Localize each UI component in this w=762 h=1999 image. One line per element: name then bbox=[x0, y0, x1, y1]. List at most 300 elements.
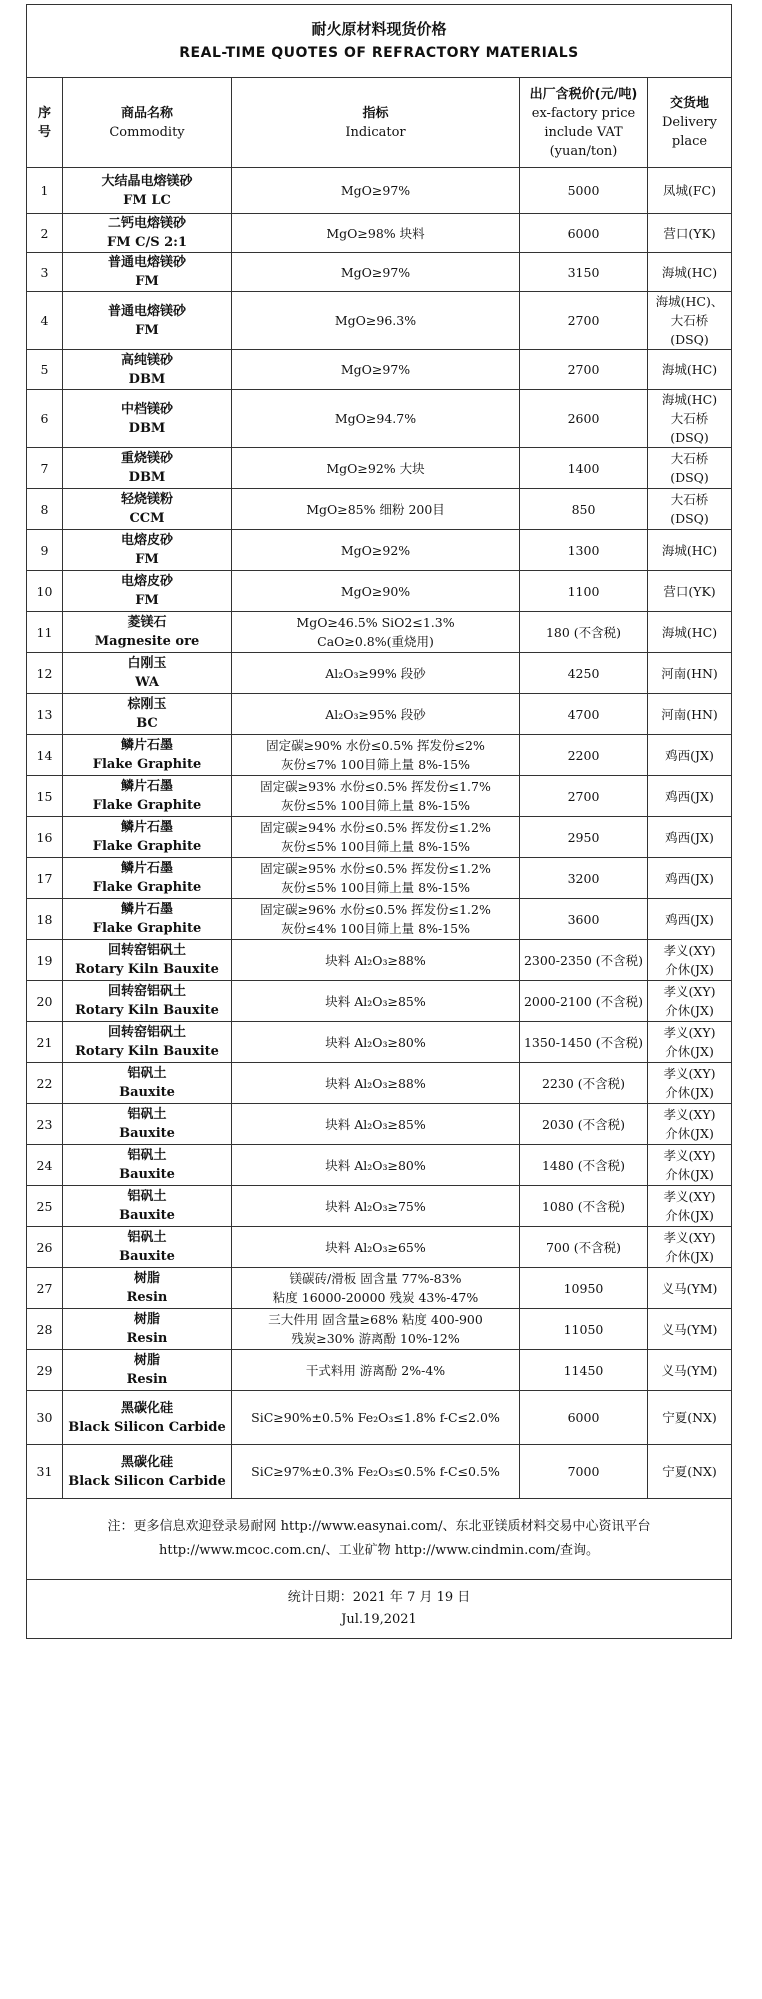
commodity-cell bbox=[63, 612, 232, 653]
row-number: 16 bbox=[27, 817, 63, 858]
delivery-line: 介休(JX) bbox=[665, 1249, 714, 1264]
indicator-cell bbox=[232, 653, 520, 694]
commodity-name-en: Rotary Kiln Bauxite bbox=[75, 962, 219, 977]
commodity-cell bbox=[63, 1227, 232, 1268]
delivery-cell bbox=[648, 940, 732, 981]
commodity-name-cn: 二钙电熔镁砂 bbox=[107, 216, 186, 231]
row-number: 28 bbox=[27, 1309, 63, 1350]
commodity-name-cn: 黑碳化硅 bbox=[120, 1400, 173, 1416]
commodity-cell bbox=[63, 858, 232, 899]
indicator-cell bbox=[232, 1391, 520, 1445]
delivery-line: 介休(JX) bbox=[665, 1003, 714, 1018]
price-cell: 2030 (不含税) bbox=[520, 1104, 648, 1145]
commodity-name-cn: 普通电熔镁砂 bbox=[107, 255, 186, 270]
row-number: 26 bbox=[27, 1227, 63, 1268]
commodity-name-en: Resin bbox=[126, 1290, 168, 1305]
commodity-cell bbox=[63, 735, 232, 776]
delivery-line: 孝义(XY) bbox=[663, 1148, 716, 1163]
indicator-line: SiC≥97%±0.3% Fe₂O₃≤0.5% f-C≤0.5% bbox=[251, 1464, 500, 1479]
indicator-cell bbox=[232, 168, 520, 214]
price-cell: 2300-2350 (不含税) bbox=[520, 940, 648, 981]
indicator-line: 块料 Al₂O₃≥75% bbox=[325, 1198, 426, 1214]
table-row bbox=[27, 1227, 732, 1268]
indicator-cell bbox=[232, 1063, 520, 1104]
indicator-line: MgO≥85% 细粉 200目 bbox=[306, 501, 445, 517]
delivery-line: 义马(YM) bbox=[661, 1362, 718, 1378]
indicator-line: 粘度 16000-20000 残炭 43%-47% bbox=[272, 1290, 479, 1305]
price-cell: 2950 bbox=[520, 817, 648, 858]
commodity-name-cn: 回转窑铝矾土 bbox=[107, 1025, 186, 1040]
commodity-cell bbox=[63, 530, 232, 571]
price-cell: 1080 (不含税) bbox=[520, 1186, 648, 1227]
commodity-name-en: CCM bbox=[129, 511, 165, 526]
commodity-name-cn: 树脂 bbox=[133, 1312, 160, 1327]
commodity-name-en: Rotary Kiln Bauxite bbox=[75, 1003, 219, 1018]
delivery-cell bbox=[648, 253, 732, 292]
commodity-cell bbox=[63, 489, 232, 530]
indicator-line: 三大件用 固含量≥68% 粘度 400-900 bbox=[268, 1312, 483, 1327]
commodity-name-en: DBM bbox=[128, 371, 166, 387]
commodity-cell bbox=[63, 1391, 232, 1445]
title-en: REAL-TIME QUOTES OF REFRACTORY MATERIALS bbox=[179, 45, 579, 61]
price-cell: 4250 bbox=[520, 653, 648, 694]
delivery-cell bbox=[648, 1227, 732, 1268]
price-cell: 1100 bbox=[520, 571, 648, 612]
table-row bbox=[27, 858, 732, 899]
delivery-line: 海城(HC) bbox=[661, 362, 718, 377]
delivery-line: 孝义(XY) bbox=[663, 1230, 716, 1245]
delivery-line: 营口(YK) bbox=[663, 583, 716, 599]
indicator-cell bbox=[232, 612, 520, 653]
delivery-line: 义马(YM) bbox=[661, 1280, 718, 1296]
commodity-name-en: Magnesite ore bbox=[94, 634, 200, 649]
price-cell: 11450 bbox=[520, 1350, 648, 1391]
price-cell: 2600 bbox=[520, 390, 648, 448]
commodity-name-cn: 回转窑铝矾土 bbox=[107, 943, 186, 958]
indicator-cell bbox=[232, 940, 520, 981]
row-number: 3 bbox=[27, 253, 63, 292]
commodity-cell bbox=[63, 390, 232, 448]
commodity-name-en: WA bbox=[135, 675, 159, 690]
commodity-name-en: Black Silicon Carbide bbox=[68, 1473, 226, 1489]
indicator-line: 固定碳≥93% 水份≤0.5% 挥发份≤1.7% bbox=[260, 779, 491, 794]
delivery-line: 介休(JX) bbox=[665, 1167, 714, 1182]
commodity-cell bbox=[63, 817, 232, 858]
row-number: 17 bbox=[27, 858, 63, 899]
delivery-line: 孝义(XY) bbox=[663, 1066, 716, 1081]
price-cell: 7000 bbox=[520, 1445, 648, 1499]
delivery-line: 海城(HC) bbox=[661, 264, 718, 280]
commodity-name-en: FM bbox=[135, 274, 159, 289]
row-number: 20 bbox=[27, 981, 63, 1022]
table-title bbox=[27, 5, 732, 78]
commodity-cell bbox=[63, 350, 232, 390]
table-row bbox=[27, 776, 732, 817]
row-number: 7 bbox=[27, 448, 63, 489]
commodity-cell bbox=[63, 981, 232, 1022]
delivery-line: 鸡西(JX) bbox=[665, 911, 714, 927]
delivery-cell bbox=[648, 448, 732, 489]
header-commodity: 商品名称 Commodity bbox=[63, 78, 232, 168]
table-row bbox=[27, 1309, 732, 1350]
row-number: 18 bbox=[27, 899, 63, 940]
header-delivery: 交货地 Delivery place bbox=[648, 78, 732, 168]
table-row bbox=[27, 390, 732, 448]
commodity-name-cn: 鳞片石墨 bbox=[120, 861, 173, 876]
row-number: 9 bbox=[27, 530, 63, 571]
table-row bbox=[27, 694, 732, 735]
delivery-line: 河南(HN) bbox=[661, 665, 718, 681]
price-cell: 700 (不含税) bbox=[520, 1227, 648, 1268]
indicator-line: 灰份≤5% 100目筛上量 8%-15% bbox=[281, 798, 470, 813]
delivery-line: 介休(JX) bbox=[665, 1085, 714, 1100]
price-cell: 1480 (不含税) bbox=[520, 1145, 648, 1186]
commodity-name-cn: 铝矾土 bbox=[127, 1107, 167, 1122]
table-row bbox=[27, 1145, 732, 1186]
commodity-name-cn: 鳞片石墨 bbox=[120, 902, 173, 917]
commodity-name-cn: 电熔皮砂 bbox=[120, 574, 173, 589]
commodity-cell bbox=[63, 940, 232, 981]
delivery-line: 海城(HC) bbox=[661, 392, 718, 407]
row-number: 19 bbox=[27, 940, 63, 981]
indicator-cell bbox=[232, 1145, 520, 1186]
delivery-cell bbox=[648, 612, 732, 653]
indicator-cell bbox=[232, 694, 520, 735]
row-number: 1 bbox=[27, 168, 63, 214]
row-number: 25 bbox=[27, 1186, 63, 1227]
delivery-line: (DSQ) bbox=[670, 470, 709, 485]
delivery-line: 孝义(XY) bbox=[663, 1107, 716, 1122]
commodity-name-cn: 轻烧镁粉 bbox=[120, 492, 173, 507]
commodity-name-cn: 鳞片石墨 bbox=[120, 738, 173, 753]
price-cell: 3600 bbox=[520, 899, 648, 940]
commodity-cell bbox=[63, 1022, 232, 1063]
indicator-line: 固定碳≥95% 水份≤0.5% 挥发份≤1.2% bbox=[260, 861, 491, 876]
row-number: 6 bbox=[27, 390, 63, 448]
indicator-line: 固定碳≥90% 水份≤0.5% 挥发份≤2% bbox=[266, 738, 485, 753]
row-number: 14 bbox=[27, 735, 63, 776]
commodity-name-en: Bauxite bbox=[119, 1126, 175, 1141]
commodity-cell bbox=[63, 571, 232, 612]
table-row bbox=[27, 981, 732, 1022]
price-cell: 850 bbox=[520, 489, 648, 530]
indicator-line: MgO≥98% 块料 bbox=[326, 225, 425, 241]
indicator-cell bbox=[232, 1445, 520, 1499]
delivery-line: 大石桥 bbox=[670, 411, 709, 426]
delivery-line: 河南(HN) bbox=[661, 706, 718, 722]
commodity-name-en: Black Silicon Carbide bbox=[68, 1419, 226, 1435]
indicator-line: 灰份≤4% 100目筛上量 8%-15% bbox=[281, 921, 470, 936]
commodity-name-cn: 中档镁砂 bbox=[120, 401, 173, 417]
delivery-line: 营口(YK) bbox=[663, 225, 716, 241]
commodity-cell bbox=[63, 1145, 232, 1186]
delivery-cell bbox=[648, 1063, 732, 1104]
delivery-line: 义马(YM) bbox=[661, 1321, 718, 1337]
table-row bbox=[27, 1022, 732, 1063]
commodity-cell bbox=[63, 1350, 232, 1391]
delivery-cell bbox=[648, 1104, 732, 1145]
commodity-cell bbox=[63, 1268, 232, 1309]
delivery-cell bbox=[648, 1350, 732, 1391]
delivery-line: (DSQ) bbox=[670, 430, 709, 445]
delivery-cell bbox=[648, 530, 732, 571]
row-number: 15 bbox=[27, 776, 63, 817]
commodity-cell bbox=[63, 1186, 232, 1227]
commodity-cell bbox=[63, 292, 232, 350]
row-number: 11 bbox=[27, 612, 63, 653]
row-number: 2 bbox=[27, 214, 63, 253]
commodity-cell bbox=[63, 1309, 232, 1350]
row-number: 24 bbox=[27, 1145, 63, 1186]
indicator-cell bbox=[232, 1186, 520, 1227]
commodity-name-cn: 大结晶电熔镁砂 bbox=[101, 173, 193, 189]
commodity-name-cn: 树脂 bbox=[133, 1353, 160, 1368]
delivery-cell bbox=[648, 1145, 732, 1186]
table-row bbox=[27, 612, 732, 653]
indicator-cell bbox=[232, 253, 520, 292]
delivery-cell bbox=[648, 292, 732, 350]
indicator-cell bbox=[232, 858, 520, 899]
price-cell: 10950 bbox=[520, 1268, 648, 1309]
table-row bbox=[27, 1391, 732, 1445]
indicator-cell bbox=[232, 1268, 520, 1309]
indicator-line: MgO≥97% bbox=[340, 264, 411, 280]
indicator-cell bbox=[232, 1309, 520, 1350]
commodity-name-cn: 电熔皮砂 bbox=[120, 533, 173, 548]
commodity-name-cn: 铝矾土 bbox=[127, 1230, 167, 1245]
indicator-line: 块料 Al₂O₃≥88% bbox=[325, 952, 426, 968]
delivery-cell bbox=[648, 214, 732, 253]
delivery-line: 孝义(XY) bbox=[663, 1189, 716, 1204]
price-cell: 2000-2100 (不含税) bbox=[520, 981, 648, 1022]
price-cell: 1350-1450 (不含税) bbox=[520, 1022, 648, 1063]
indicator-line: 块料 Al₂O₃≥85% bbox=[325, 993, 426, 1009]
commodity-name-en: Bauxite bbox=[119, 1249, 175, 1264]
delivery-cell bbox=[648, 489, 732, 530]
price-cell: 2700 bbox=[520, 776, 648, 817]
commodity-cell bbox=[63, 253, 232, 292]
price-sheet bbox=[26, 4, 731, 1639]
indicator-cell bbox=[232, 571, 520, 612]
commodity-name-en: FM LC bbox=[123, 192, 171, 208]
commodity-name-en: FM bbox=[135, 593, 159, 608]
price-cell: 2230 (不含税) bbox=[520, 1063, 648, 1104]
indicator-cell bbox=[232, 1104, 520, 1145]
price-cell: 6000 bbox=[520, 214, 648, 253]
price-cell: 3200 bbox=[520, 858, 648, 899]
price-cell: 1400 bbox=[520, 448, 648, 489]
commodity-name-en: FM bbox=[135, 552, 159, 567]
indicator-cell bbox=[232, 817, 520, 858]
commodity-name-cn: 普通电熔镁砂 bbox=[107, 303, 186, 319]
indicator-cell bbox=[232, 448, 520, 489]
delivery-line: 孝义(XY) bbox=[663, 943, 716, 958]
indicator-cell bbox=[232, 899, 520, 940]
table-row bbox=[27, 530, 732, 571]
table-row bbox=[27, 735, 732, 776]
price-cell: 3150 bbox=[520, 253, 648, 292]
delivery-cell bbox=[648, 1391, 732, 1445]
indicator-line: 干式料用 游离酚 2%-4% bbox=[305, 1362, 446, 1378]
indicator-line: MgO≥90% bbox=[340, 583, 411, 599]
row-number: 29 bbox=[27, 1350, 63, 1391]
commodity-name-cn: 重烧镁砂 bbox=[120, 451, 173, 466]
row-number: 12 bbox=[27, 653, 63, 694]
indicator-line: 残炭≥30% 游离酚 10%-12% bbox=[291, 1331, 460, 1346]
indicator-line: MgO≥97% bbox=[340, 183, 411, 198]
indicator-cell bbox=[232, 1022, 520, 1063]
indicator-line: MgO≥92% 大块 bbox=[326, 460, 425, 476]
price-cell: 2200 bbox=[520, 735, 648, 776]
commodity-cell bbox=[63, 776, 232, 817]
delivery-line: 孝义(XY) bbox=[663, 984, 716, 999]
price-cell: 11050 bbox=[520, 1309, 648, 1350]
indicator-cell bbox=[232, 735, 520, 776]
delivery-line: 介休(JX) bbox=[665, 1126, 714, 1141]
commodity-name-cn: 回转窑铝矾土 bbox=[107, 984, 186, 999]
commodity-name-cn: 菱镁石 bbox=[127, 615, 167, 630]
indicator-cell bbox=[232, 1350, 520, 1391]
title-cn: 耐火原材料现货价格 bbox=[311, 20, 447, 38]
commodity-name-en: DBM bbox=[128, 420, 166, 436]
commodity-name-en: Resin bbox=[126, 1331, 168, 1346]
delivery-line: 大石桥 bbox=[670, 451, 709, 466]
indicator-line: 灰份≤5% 100目筛上量 8%-15% bbox=[281, 839, 470, 854]
table-row bbox=[27, 653, 732, 694]
delivery-line: 鸡西(JX) bbox=[665, 870, 714, 886]
delivery-line: 凤城(FC) bbox=[663, 183, 716, 198]
delivery-cell bbox=[648, 168, 732, 214]
commodity-cell bbox=[63, 1063, 232, 1104]
commodity-name-en: Flake Graphite bbox=[92, 921, 202, 936]
header-indicator: 指标 Indicator bbox=[232, 78, 520, 168]
commodity-name-en: Resin bbox=[126, 1372, 168, 1387]
price-cell: 2700 bbox=[520, 292, 648, 350]
quotes-table bbox=[26, 4, 732, 1639]
row-number: 22 bbox=[27, 1063, 63, 1104]
indicator-line: 块料 Al₂O₃≥80% bbox=[325, 1034, 426, 1050]
indicator-line: CaO≥0.8%(重烧用) bbox=[317, 634, 434, 649]
commodity-name-cn: 鳞片石墨 bbox=[120, 820, 173, 835]
row-number: 27 bbox=[27, 1268, 63, 1309]
delivery-cell bbox=[648, 694, 732, 735]
header-row bbox=[27, 78, 732, 168]
delivery-line: (DSQ) bbox=[670, 332, 709, 347]
indicator-line: 灰份≤7% 100目筛上量 8%-15% bbox=[281, 757, 470, 772]
indicator-line: MgO≥46.5% SiO2≤1.3% bbox=[296, 615, 455, 630]
delivery-cell bbox=[648, 735, 732, 776]
commodity-name-en: Flake Graphite bbox=[92, 757, 202, 772]
commodity-cell bbox=[63, 694, 232, 735]
commodity-name-en: DBM bbox=[128, 470, 166, 485]
delivery-line: 鸡西(JX) bbox=[665, 829, 714, 845]
table-row bbox=[27, 1186, 732, 1227]
commodity-name-cn: 铝矾土 bbox=[127, 1066, 167, 1081]
table-row bbox=[27, 253, 732, 292]
indicator-line: 灰份≤5% 100目筛上量 8%-15% bbox=[281, 880, 470, 895]
price-cell: 1300 bbox=[520, 530, 648, 571]
delivery-cell bbox=[648, 571, 732, 612]
row-number: 13 bbox=[27, 694, 63, 735]
indicator-line: 固定碳≥94% 水份≤0.5% 挥发份≤1.2% bbox=[260, 820, 491, 835]
commodity-cell bbox=[63, 1104, 232, 1145]
commodity-name-en: Bauxite bbox=[119, 1085, 175, 1100]
delivery-cell bbox=[648, 899, 732, 940]
indicator-cell bbox=[232, 776, 520, 817]
indicator-cell bbox=[232, 390, 520, 448]
statistics-date: 统计日期：2021 年 7 月 19 日 Jul.19,2021 bbox=[27, 1580, 732, 1639]
delivery-line: 海城(HC)、 bbox=[655, 294, 724, 309]
indicator-line: SiC≥90%±0.5% Fe₂O₃≤1.8% f-C≤2.0% bbox=[251, 1410, 500, 1425]
delivery-cell bbox=[648, 817, 732, 858]
row-number: 30 bbox=[27, 1391, 63, 1445]
table-row bbox=[27, 448, 732, 489]
commodity-name-cn: 树脂 bbox=[133, 1271, 160, 1286]
header-price: 出厂含税价(元/吨) ex-factory price include VAT (yuan/ton) bbox=[520, 78, 648, 168]
delivery-line: 宁夏(NX) bbox=[662, 1464, 717, 1479]
commodity-cell bbox=[63, 168, 232, 214]
footnote: 注：更多信息欢迎登录易耐网 http://www.easynai.com/、东北亚镁质材料交易中心资讯平台 http://www.mcoc.com.cn/、工业矿物 http://www.cindmin.com/查询。 bbox=[27, 1499, 732, 1580]
commodity-name-en: Bauxite bbox=[119, 1208, 175, 1223]
table-row bbox=[27, 350, 732, 390]
commodity-name-cn: 铝矾土 bbox=[127, 1189, 167, 1204]
commodity-name-cn: 棕刚玉 bbox=[127, 697, 167, 712]
delivery-line: 介休(JX) bbox=[665, 1044, 714, 1059]
delivery-line: 鸡西(JX) bbox=[665, 788, 714, 804]
commodity-name-cn: 鳞片石墨 bbox=[120, 779, 173, 794]
commodity-name-en: Flake Graphite bbox=[92, 798, 202, 813]
row-number: 10 bbox=[27, 571, 63, 612]
delivery-cell bbox=[648, 653, 732, 694]
commodity-name-en: Rotary Kiln Bauxite bbox=[75, 1044, 219, 1059]
indicator-line: 块料 Al₂O₃≥80% bbox=[325, 1157, 426, 1173]
price-cell: 180 (不含税) bbox=[520, 612, 648, 653]
delivery-line: 鸡西(JX) bbox=[665, 747, 714, 763]
table-row bbox=[27, 1104, 732, 1145]
delivery-line: 大石桥 bbox=[670, 492, 709, 507]
row-number: 4 bbox=[27, 292, 63, 350]
table-row bbox=[27, 489, 732, 530]
indicator-line: 固定碳≥96% 水份≤0.5% 挥发份≤1.2% bbox=[260, 902, 491, 917]
table-row bbox=[27, 1268, 732, 1309]
row-number: 21 bbox=[27, 1022, 63, 1063]
price-cell: 6000 bbox=[520, 1391, 648, 1445]
indicator-cell bbox=[232, 530, 520, 571]
delivery-cell bbox=[648, 1268, 732, 1309]
indicator-cell bbox=[232, 214, 520, 253]
row-number: 23 bbox=[27, 1104, 63, 1145]
indicator-cell bbox=[232, 350, 520, 390]
table-row bbox=[27, 817, 732, 858]
delivery-cell bbox=[648, 1022, 732, 1063]
indicator-line: MgO≥94.7% bbox=[334, 411, 417, 426]
delivery-line: 宁夏(NX) bbox=[662, 1410, 717, 1425]
indicator-cell bbox=[232, 489, 520, 530]
commodity-name-en: BC bbox=[136, 716, 158, 731]
commodity-cell bbox=[63, 899, 232, 940]
indicator-line: 块料 Al₂O₃≥65% bbox=[325, 1239, 426, 1255]
delivery-line: 海城(HC) bbox=[661, 624, 718, 640]
commodity-name-en: Flake Graphite bbox=[92, 839, 202, 854]
indicator-cell bbox=[232, 1227, 520, 1268]
delivery-line: 介休(JX) bbox=[665, 1208, 714, 1223]
table-row bbox=[27, 940, 732, 981]
header-seq: 序 号 bbox=[27, 78, 63, 168]
commodity-name-cn: 高纯镁砂 bbox=[120, 352, 173, 368]
table-row bbox=[27, 1063, 732, 1104]
price-cell: 5000 bbox=[520, 168, 648, 214]
table-row bbox=[27, 214, 732, 253]
